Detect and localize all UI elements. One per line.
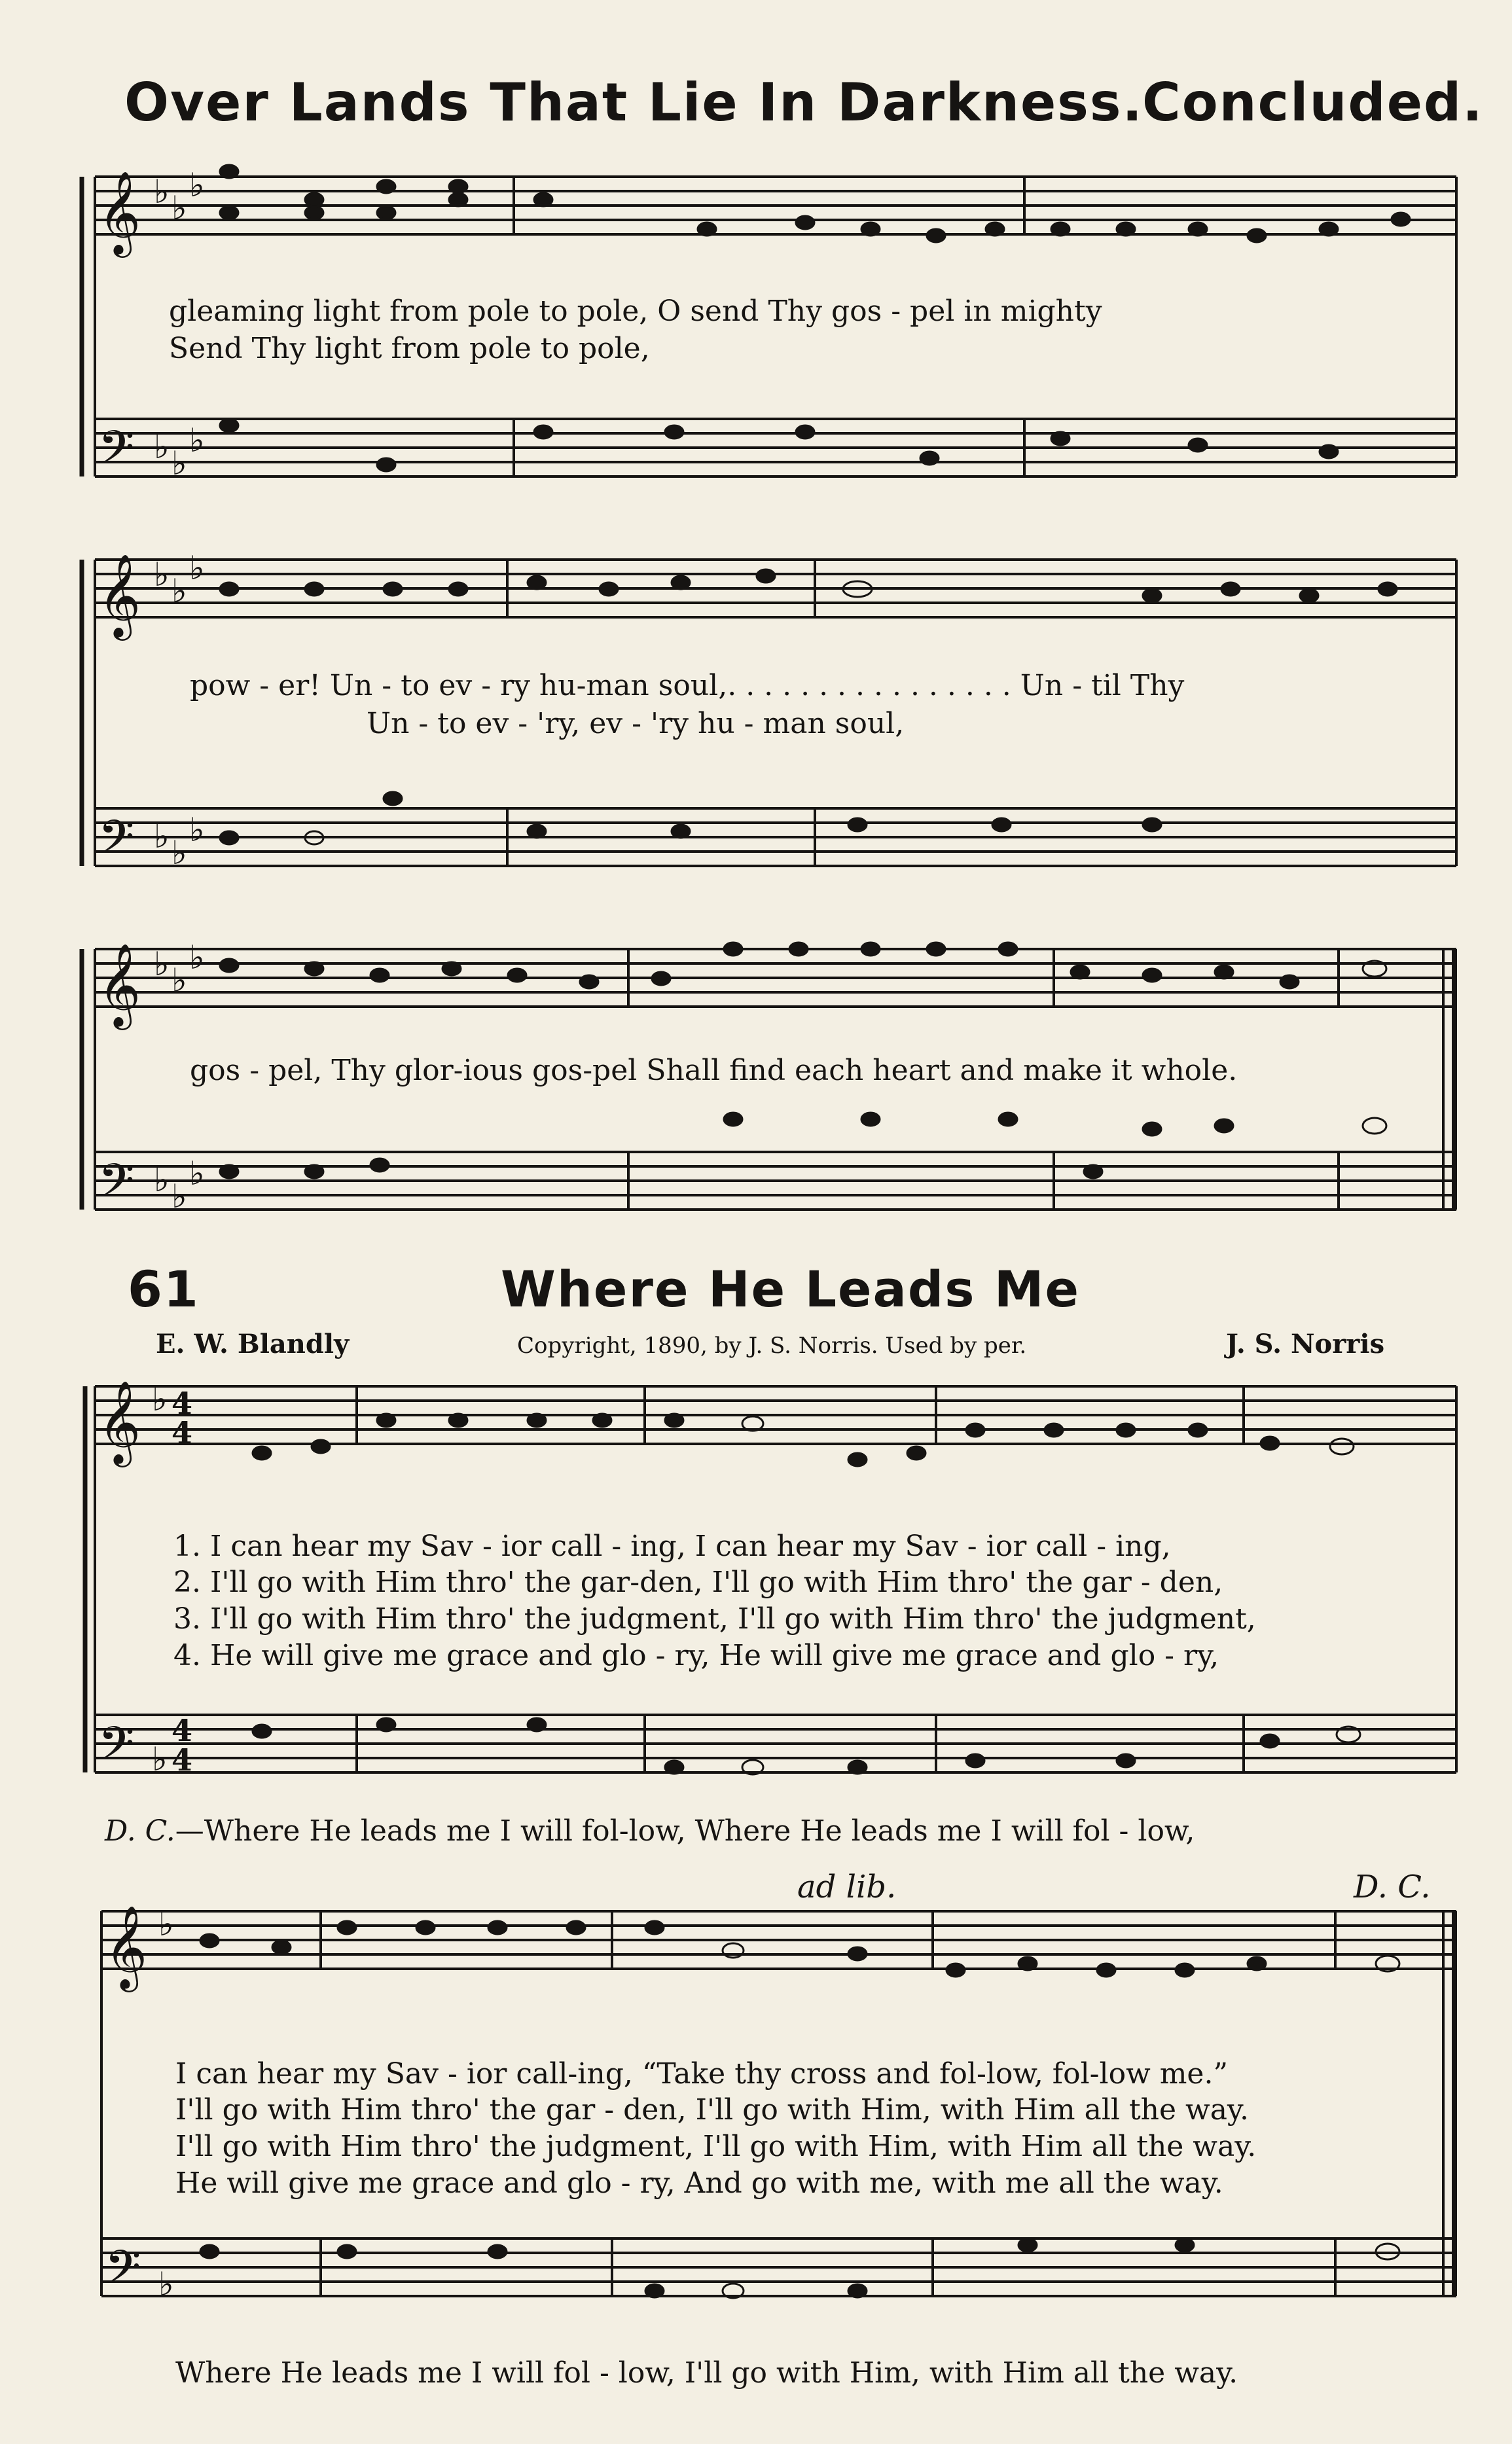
svg-text:4: 4 bbox=[171, 1713, 193, 1748]
hymn-composer: J. S. Norris bbox=[1226, 1329, 1385, 1359]
svg-text:♭: ♭ bbox=[154, 556, 170, 594]
svg-text:♭: ♭ bbox=[171, 444, 187, 482]
svg-text:♭: ♭ bbox=[152, 1740, 168, 1778]
verse-1-part1: 1. I can hear my Sav - ior call - ing, I can hear my Sav - ior call - ing, bbox=[173, 1530, 1171, 1563]
hymn-title: Where He Leads Me bbox=[501, 1260, 1081, 1318]
svg-text:♭: ♭ bbox=[189, 166, 205, 204]
svg-text:♭: ♭ bbox=[158, 2265, 174, 2303]
concluded-label: Concluded. bbox=[1142, 72, 1484, 133]
svg-text:𝄞: 𝄞 bbox=[98, 170, 141, 254]
svg-text:♭: ♭ bbox=[154, 1161, 170, 1199]
svg-text:𝄢: 𝄢 bbox=[98, 810, 135, 876]
dc-mark: D. C. bbox=[1354, 1869, 1431, 1905]
lyric-system1-verse: gleaming light from pole to pole, O send Thy gos - pel in mighty bbox=[169, 295, 1102, 328]
svg-text:♭: ♭ bbox=[152, 1380, 168, 1418]
staff-bass-2 bbox=[95, 808, 1456, 866]
refrain-line-1 bbox=[105, 1814, 1195, 1848]
svg-text:♭: ♭ bbox=[189, 811, 205, 849]
refrain-line-2: Where He leads me I will fol - low, I'll go with Him, with Him all the way. bbox=[175, 2356, 1238, 2390]
svg-text:♭: ♭ bbox=[171, 572, 187, 610]
verse-4-part2: He will give me grace and glo - ry, And go with me, with me all the way. bbox=[175, 2166, 1223, 2200]
svg-text:4: 4 bbox=[171, 1386, 193, 1421]
svg-text:♭: ♭ bbox=[154, 173, 170, 211]
svg-text:𝄢: 𝄢 bbox=[98, 1154, 135, 1219]
staff-treble-3 bbox=[95, 949, 1456, 1007]
lyric-system2-alto: Un - to ev - 'ry, ev - 'ry hu - man soul, bbox=[367, 707, 905, 740]
refrain-line-1-text: —Where He leads me I will fol-low, Where He leads me I will fol - low, bbox=[175, 1814, 1195, 1848]
hymn-copyright: Copyright, 1890, by J. S. Norris. Used by per. bbox=[517, 1333, 1027, 1359]
lyric-system1-alto: Send Thy light from pole to pole, bbox=[169, 332, 650, 365]
lyric-system3-verse: gos - pel, Thy glor-ious gos-pel Shall find each heart and make it whole. bbox=[190, 1054, 1238, 1087]
verse-2-part2: I'll go with Him thro' the gar - den, I'll go with Him, with Him all the way. bbox=[175, 2093, 1249, 2127]
svg-text:𝄞: 𝄞 bbox=[105, 1905, 148, 1988]
dc-label: D. C. bbox=[105, 1814, 175, 1848]
svg-text:♭: ♭ bbox=[171, 961, 187, 999]
svg-text:♭: ♭ bbox=[171, 189, 187, 227]
ad-lib-mark: ad lib. bbox=[797, 1869, 897, 1905]
svg-text:♭: ♭ bbox=[189, 939, 205, 977]
verse-4-part1: 4. He will give me grace and glo - ry, He will give me grace and glo - ry, bbox=[173, 1639, 1219, 1672]
staff-treble-2 bbox=[95, 560, 1456, 617]
hymn-number: 61 bbox=[128, 1260, 200, 1318]
verse-3-part1: 3. I'll go with Him thro' the judgment, I'll go with Him thro' the judgment, bbox=[173, 1602, 1256, 1636]
staff-treble-4 bbox=[95, 1386, 1456, 1444]
svg-text:4: 4 bbox=[171, 1415, 193, 1450]
staff-bass-3 bbox=[95, 1152, 1456, 1210]
svg-text:♭: ♭ bbox=[171, 1177, 187, 1215]
svg-text:♭: ♭ bbox=[158, 1905, 174, 1943]
svg-text:♭: ♭ bbox=[154, 818, 170, 855]
svg-text:♭: ♭ bbox=[189, 422, 205, 459]
staff-treble-1 bbox=[95, 177, 1456, 234]
svg-text:𝄞: 𝄞 bbox=[98, 553, 141, 637]
verse-3-part2: I'll go with Him thro' the judgment, I'll go with Him, with Him all the way. bbox=[175, 2130, 1257, 2163]
svg-text:♭: ♭ bbox=[171, 834, 187, 872]
hymn-title-concluded: Over Lands That Lie In Darkness. bbox=[124, 72, 1143, 133]
svg-text:4: 4 bbox=[171, 1742, 193, 1778]
hymn-author: E. W. Blandly bbox=[156, 1329, 350, 1359]
staff-bass-1 bbox=[95, 419, 1456, 476]
svg-text:♭: ♭ bbox=[154, 428, 170, 466]
verse-2-part1: 2. I'll go with Him thro' the gar-den, I'll go with Him thro' the gar - den, bbox=[173, 1566, 1223, 1599]
svg-text:𝄞: 𝄞 bbox=[98, 1380, 141, 1464]
svg-text:♭: ♭ bbox=[189, 549, 205, 587]
svg-text:𝄞: 𝄞 bbox=[98, 943, 141, 1026]
svg-text:𝄢: 𝄢 bbox=[105, 2240, 141, 2306]
svg-text:♭: ♭ bbox=[189, 1155, 205, 1193]
staff-bass-4 bbox=[95, 1715, 1456, 1772]
svg-text:𝄢: 𝄢 bbox=[98, 1717, 135, 1782]
verse-1-part2: I can hear my Sav - ior call-ing, “Take thy cross and fol-low, fol-low me.” bbox=[175, 2057, 1228, 2091]
svg-text:𝄢: 𝄢 bbox=[98, 421, 135, 486]
staff-bass-5 bbox=[101, 2238, 1456, 2296]
lyric-system2-verse: pow - er! Un - to ev - ry hu-man soul,. . . . . . . . . . . . . . . . Un - til Thy bbox=[190, 669, 1185, 702]
svg-text:♭: ♭ bbox=[154, 945, 170, 983]
